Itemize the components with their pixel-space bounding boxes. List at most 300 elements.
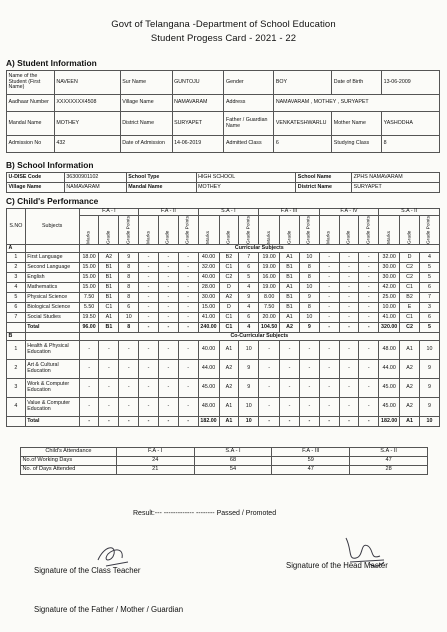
score-cell: - [139, 398, 159, 417]
score-cell: 44.00 [198, 360, 219, 379]
score-cell: - [280, 341, 300, 360]
score-cell: - [319, 417, 339, 427]
score-cell: 240.00 [198, 323, 219, 333]
attendance-value: 47 [272, 466, 350, 475]
score-cell: 6 [419, 313, 439, 323]
score-cell: - [158, 360, 178, 379]
co-curricular-group-title: Co-Curricular Subjects [79, 333, 439, 341]
score-cell: A1 [280, 283, 300, 293]
score-cell: 40.00 [198, 341, 219, 360]
score-cell: - [359, 417, 379, 427]
sub-header: Grade Points [359, 216, 379, 245]
row-sno: 2 [7, 360, 26, 379]
score-cell: A2 [400, 360, 420, 379]
score-cell: 41.00 [379, 313, 400, 323]
score-cell: - [339, 398, 359, 417]
score-cell: 9 [419, 360, 439, 379]
score-cell: - [139, 323, 159, 333]
score-cell: - [280, 398, 300, 417]
mandal-label: Mandal Name [7, 112, 55, 136]
score-cell: - [178, 283, 198, 293]
score-cell: - [259, 398, 280, 417]
score-cell: A1 [219, 417, 239, 427]
score-cell: B1 [99, 273, 119, 283]
address: NAMAVARAM , MOTHEY , SURYAPET [274, 95, 440, 112]
score-cell: C2 [400, 263, 420, 273]
score-cell: - [158, 293, 178, 303]
score-cell: - [178, 360, 198, 379]
score-cell: - [178, 303, 198, 313]
table-row [7, 283, 440, 293]
attendance-title: Child's Attendance [21, 448, 117, 457]
address-label: Address [224, 95, 274, 112]
score-cell: - [79, 417, 99, 427]
score-cell: 9 [419, 379, 439, 398]
student-info-table [6, 70, 440, 153]
score-cell: 9 [239, 360, 259, 379]
score-cell: 18.00 [79, 253, 99, 263]
score-cell: 8 [299, 303, 319, 313]
subject-name: Health & Physical Education [25, 341, 79, 360]
district-label: District Name [120, 112, 172, 136]
score-cell: - [280, 379, 300, 398]
score-cell: - [359, 398, 379, 417]
table-row [7, 379, 440, 398]
mother-label: Mother Name [332, 112, 382, 136]
attendance-column-header: S.A - II [350, 448, 428, 457]
score-cell: A2 [400, 379, 420, 398]
sub-header: Grade [219, 216, 239, 245]
score-cell: 5 [419, 263, 439, 273]
score-cell: - [339, 341, 359, 360]
score-cell: - [79, 341, 99, 360]
score-cell: - [158, 417, 178, 427]
score-cell: - [178, 341, 198, 360]
subject-name: Physical Science [25, 293, 79, 303]
school-name-label: School Name [296, 173, 352, 183]
school-info-table [6, 172, 440, 193]
score-cell: - [158, 341, 178, 360]
score-cell: 5 [419, 273, 439, 283]
result-text: Result:--- ------------- -------- Passed / Promoted [133, 510, 277, 517]
score-cell: 8 [119, 293, 139, 303]
row-sno: 3 [7, 273, 26, 283]
guardian: VENKATESHWARLU [274, 112, 332, 136]
guardian-signature-label: Signature of the Father / Mother / Guardian [34, 605, 184, 614]
sub-header: Grade Points [178, 216, 198, 245]
attendance-row [21, 466, 428, 475]
row-sno: 3 [7, 379, 26, 398]
score-cell: - [139, 303, 159, 313]
score-cell: 96.00 [79, 323, 99, 333]
score-cell: - [359, 303, 379, 313]
score-cell: - [139, 263, 159, 273]
score-cell: 19.00 [259, 283, 280, 293]
score-cell: 7.50 [79, 293, 99, 303]
score-cell: 19.50 [79, 313, 99, 323]
table-row [7, 323, 440, 333]
score-cell: - [139, 417, 159, 427]
curricular-group-title: Curricular Subjects [79, 245, 439, 253]
score-cell: - [319, 360, 339, 379]
score-cell: - [319, 273, 339, 283]
score-cell: A2 [219, 379, 239, 398]
sub-header: Marks [79, 216, 99, 245]
score-cell: A1 [219, 341, 239, 360]
score-cell: 8 [119, 273, 139, 283]
subject-name: Second Language [25, 263, 79, 273]
score-cell: 9 [239, 293, 259, 303]
score-cell: 4 [239, 283, 259, 293]
table-row [7, 273, 440, 283]
score-cell: - [339, 303, 359, 313]
sub-header: Grade Points [299, 216, 319, 245]
subjects-header: Subjects [25, 209, 79, 245]
table-row [7, 263, 440, 273]
department-title: Govt of Telangana -Department of School Education [111, 19, 336, 30]
school-district: SURYAPET [352, 183, 440, 193]
score-cell: 182.00 [198, 417, 219, 427]
score-cell: B2 [400, 293, 420, 303]
udise: 36300901102 [64, 173, 126, 183]
score-cell: 28.00 [198, 283, 219, 293]
score-cell: - [158, 273, 178, 283]
score-cell: - [158, 283, 178, 293]
village-label: Village Name [120, 95, 172, 112]
gender-label: Gender [224, 71, 274, 95]
score-cell: - [299, 417, 319, 427]
score-cell: - [339, 273, 359, 283]
student-info-heading: A) Student Information [6, 58, 97, 68]
score-cell: B1 [99, 323, 119, 333]
score-cell: C1 [400, 313, 420, 323]
admitted-class-label: Admitted Class [224, 136, 274, 153]
score-cell: 9 [299, 323, 319, 333]
table-row [7, 341, 440, 360]
score-cell: - [339, 263, 359, 273]
score-cell: - [119, 417, 139, 427]
score-cell: - [139, 313, 159, 323]
score-cell: - [178, 253, 198, 263]
score-cell: A1 [219, 398, 239, 417]
score-cell: C1 [219, 263, 239, 273]
score-cell: 10 [299, 313, 319, 323]
score-cell: 41.00 [198, 313, 219, 323]
score-cell: - [359, 273, 379, 283]
score-cell: 15.00 [79, 263, 99, 273]
progress-card-title: Student Progess Card - 2021 - 22 [150, 33, 297, 44]
score-cell: - [299, 360, 319, 379]
school-village: NAMAVARAM [64, 183, 126, 193]
score-cell: - [178, 313, 198, 323]
school-mandal: MOTHEY [196, 183, 296, 193]
table-row [7, 303, 440, 313]
subject-name: Art & Cultural Education [25, 360, 79, 379]
district: SURYAPET [172, 112, 224, 136]
table-row [7, 398, 440, 417]
score-cell: 30.00 [379, 263, 400, 273]
score-cell: 10 [419, 341, 439, 360]
score-cell: - [139, 253, 159, 263]
attendance-value: 24 [116, 457, 194, 466]
score-cell: 15.00 [198, 303, 219, 313]
score-cell: 5 [239, 273, 259, 283]
score-cell: 4 [239, 323, 259, 333]
row-sno: 6 [7, 303, 26, 313]
score-cell: B2 [219, 253, 239, 263]
score-cell: - [319, 323, 339, 333]
score-cell: - [99, 379, 119, 398]
score-cell: C1 [219, 323, 239, 333]
score-cell: B1 [280, 293, 300, 303]
studying-class: 8 [382, 136, 440, 153]
score-cell: - [319, 253, 339, 263]
table-row [7, 360, 440, 379]
subject-name: Work & Computer Education [25, 379, 79, 398]
school-village-label: Village Name [7, 183, 65, 193]
score-cell: E [400, 303, 420, 313]
score-cell: - [299, 379, 319, 398]
score-cell: - [178, 417, 198, 427]
score-cell: 8 [299, 263, 319, 273]
score-cell: 6 [419, 283, 439, 293]
score-cell: - [359, 263, 379, 273]
score-cell: 5.50 [79, 303, 99, 313]
village: NAMAVARAM [172, 95, 224, 112]
score-cell: - [359, 313, 379, 323]
score-cell: C1 [400, 283, 420, 293]
score-cell: 3 [419, 303, 439, 313]
score-cell: 9 [119, 253, 139, 263]
score-cell: 182.00 [379, 417, 400, 427]
term-header: F.A - I [79, 209, 138, 216]
class-teacher-signature-label: Signature of the Class Teacher [34, 566, 141, 575]
score-cell: - [99, 341, 119, 360]
score-cell: 10 [239, 417, 259, 427]
subject-name: First Language [25, 253, 79, 263]
score-cell: C1 [99, 303, 119, 313]
score-cell: - [119, 398, 139, 417]
sub-header: Grade [280, 216, 300, 245]
attendance-row-label: No. of Days Attended [21, 466, 117, 475]
score-cell: - [339, 323, 359, 333]
subject-name: English [25, 273, 79, 283]
udise-label: U-DISE Code [7, 173, 65, 183]
score-cell: - [99, 360, 119, 379]
total-label: Total [25, 323, 79, 333]
score-cell: - [339, 283, 359, 293]
score-cell: 10 [239, 398, 259, 417]
attendance-value: 54 [194, 466, 272, 475]
score-cell: 6 [239, 313, 259, 323]
student-name: NAVEEN [54, 71, 120, 95]
gender: BOY [274, 71, 332, 95]
attendance-value: 28 [350, 466, 428, 475]
subject-name: Value & Computer Education [25, 398, 79, 417]
surname: GUNTOJU [172, 71, 224, 95]
curricular-group-label: A [7, 245, 26, 253]
aadhaar-label: Aadhaar Number [7, 95, 55, 112]
table-row [7, 293, 440, 303]
score-cell: - [139, 283, 159, 293]
score-cell: - [359, 379, 379, 398]
row-sno: 4 [7, 283, 26, 293]
score-cell: A2 [99, 253, 119, 263]
score-cell: - [339, 360, 359, 379]
score-cell: - [119, 341, 139, 360]
score-cell: 40.00 [198, 253, 219, 263]
row-sno: 1 [7, 341, 26, 360]
score-cell: 16.00 [259, 273, 280, 283]
score-cell: - [139, 341, 159, 360]
row-sno: 5 [7, 293, 26, 303]
score-cell: - [339, 253, 359, 263]
score-cell: - [359, 253, 379, 263]
score-cell: - [139, 293, 159, 303]
score-cell: B1 [99, 263, 119, 273]
score-cell: - [339, 379, 359, 398]
score-cell: - [158, 323, 178, 333]
score-cell: 10 [299, 253, 319, 263]
score-cell: - [319, 283, 339, 293]
score-cell: A1 [400, 341, 420, 360]
score-cell: 8 [119, 263, 139, 273]
term-header: F.A - II [139, 209, 198, 216]
score-cell: 9 [299, 293, 319, 303]
attendance-value: 68 [194, 457, 272, 466]
performance-heading: C) Child's Performance [6, 196, 99, 206]
term-header: F.A - III [259, 209, 320, 216]
score-cell: C1 [219, 313, 239, 323]
school-type-label: School Type [126, 173, 196, 183]
sub-header: Grade Points [119, 216, 139, 245]
score-cell: - [359, 293, 379, 303]
sub-header: Marks [379, 216, 400, 245]
score-cell: - [339, 293, 359, 303]
score-cell: - [299, 341, 319, 360]
subject-name: Social Studies [25, 313, 79, 323]
score-cell: - [259, 360, 280, 379]
table-row [7, 253, 440, 263]
term-header: S.A - II [379, 209, 440, 216]
school-mandal-label: Mandal Name [126, 183, 196, 193]
score-cell: 32.00 [379, 253, 400, 263]
score-cell: - [319, 293, 339, 303]
row-sno: 2 [7, 263, 26, 273]
score-cell: 25.00 [379, 293, 400, 303]
subject-name: Biological Science [25, 303, 79, 313]
score-cell: A2 [219, 360, 239, 379]
score-cell: - [319, 303, 339, 313]
score-cell: 15.00 [79, 273, 99, 283]
score-cell: B1 [280, 273, 300, 283]
score-cell: A1 [280, 253, 300, 263]
aadhaar: XXXXXXXX4508 [54, 95, 120, 112]
score-cell: - [319, 263, 339, 273]
score-cell: 10.00 [379, 303, 400, 313]
score-cell: - [319, 379, 339, 398]
score-cell: 48.00 [379, 341, 400, 360]
score-cell: - [299, 398, 319, 417]
score-cell: - [259, 341, 280, 360]
dob: 13-06-2009 [382, 71, 440, 95]
score-cell: 10 [119, 313, 139, 323]
score-cell: C2 [219, 273, 239, 283]
table-row [7, 417, 440, 427]
score-cell: - [359, 283, 379, 293]
score-cell: - [280, 417, 300, 427]
sub-header: Grade [400, 216, 420, 245]
score-cell: A1 [99, 313, 119, 323]
admission-no-label: Admission No [7, 136, 55, 153]
score-cell: - [158, 303, 178, 313]
attendance-value: 21 [116, 466, 194, 475]
sub-header: Marks [198, 216, 219, 245]
score-cell: 104.50 [259, 323, 280, 333]
student-name-label: Name of the Student (First Name) [7, 71, 55, 95]
row-sno: 1 [7, 253, 26, 263]
score-cell: 10 [299, 283, 319, 293]
score-cell: - [280, 360, 300, 379]
score-cell: A1 [280, 313, 300, 323]
admission-date-label: Date of Admission [120, 136, 172, 153]
co-curricular-group-label: B [7, 333, 26, 341]
score-cell: - [99, 398, 119, 417]
score-cell: - [319, 341, 339, 360]
attendance-value: 59 [272, 457, 350, 466]
score-cell: D [400, 253, 420, 263]
score-cell: - [79, 398, 99, 417]
score-cell: C2 [400, 273, 420, 283]
term-header: S.A - I [198, 209, 259, 216]
school-type: HIGH SCHOOL [196, 173, 296, 183]
sno-header: S.NO [7, 209, 26, 245]
score-cell: 40.00 [198, 273, 219, 283]
score-cell: - [158, 379, 178, 398]
sub-header: Marks [259, 216, 280, 245]
score-cell: - [259, 379, 280, 398]
score-cell: 44.00 [379, 360, 400, 379]
score-cell: - [119, 379, 139, 398]
score-cell: - [178, 293, 198, 303]
sub-header: Grade [339, 216, 359, 245]
school-name: ZPHS NAMAVARAM [352, 173, 440, 183]
score-cell: 30.00 [198, 293, 219, 303]
score-cell: 10 [239, 341, 259, 360]
guardian-label: Father / Guardian Name [224, 112, 274, 136]
score-cell: 9 [239, 379, 259, 398]
score-cell: - [359, 360, 379, 379]
sub-header: Grade Points [239, 216, 259, 245]
score-cell: - [319, 313, 339, 323]
score-cell: 19.00 [259, 263, 280, 273]
score-cell: 5 [419, 323, 439, 333]
score-cell: 9 [419, 398, 439, 417]
surname-label: Sur Name [120, 71, 172, 95]
school-district-label: District Name [296, 183, 352, 193]
sub-header: Grade Points [419, 216, 439, 245]
score-cell: 20.00 [259, 313, 280, 323]
score-cell: 320.00 [379, 323, 400, 333]
score-cell: - [99, 417, 119, 427]
score-cell: A2 [400, 398, 420, 417]
score-cell: 4 [419, 253, 439, 263]
score-cell: - [158, 398, 178, 417]
admission-no: 432 [54, 136, 120, 153]
score-cell: - [79, 379, 99, 398]
score-cell: - [158, 313, 178, 323]
score-cell: B1 [280, 263, 300, 273]
